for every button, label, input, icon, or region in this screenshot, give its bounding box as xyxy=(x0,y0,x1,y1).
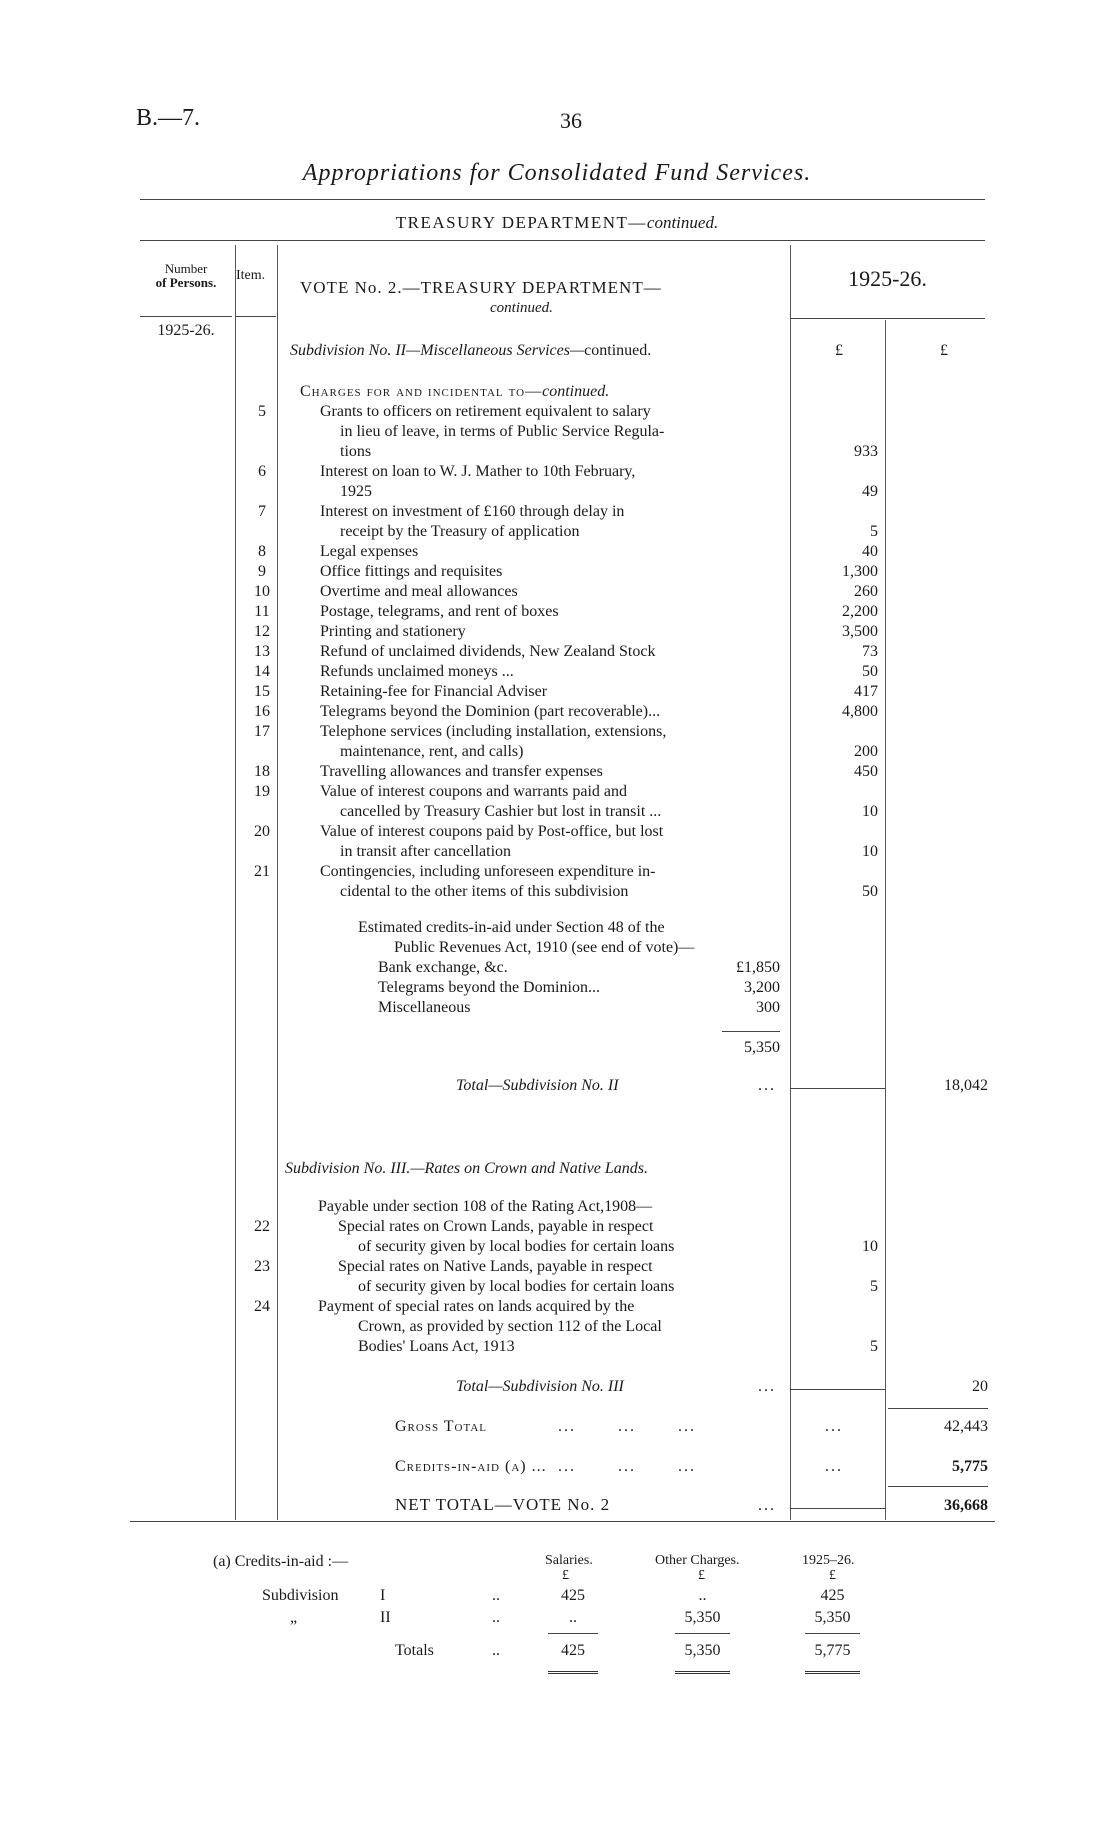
item-description-line: 1925 xyxy=(340,483,372,500)
item-amount: 49 xyxy=(862,483,878,500)
footer-rule-other xyxy=(675,1633,730,1634)
item-amount: 260 xyxy=(854,583,878,600)
item-amount: 73 xyxy=(862,643,878,660)
item-amount: 50 xyxy=(862,663,878,680)
item-description-line: Legal expenses xyxy=(320,543,419,560)
item-number: 23 xyxy=(254,1258,270,1275)
credit-amount: 3,200 xyxy=(744,979,780,996)
amount-column-rule-mid xyxy=(885,320,886,1520)
item-description-line: Special rates on Native Lands, payable in respect xyxy=(338,1258,653,1275)
item-description-line: Interest on investment of £160 through delay in xyxy=(320,503,625,520)
item-number: 20 xyxy=(254,823,270,840)
credit-amount: £1,850 xyxy=(736,959,780,976)
item-column-rule-right xyxy=(277,245,278,1520)
footer-heading: (a) Credits-in-aid :— xyxy=(213,1553,349,1570)
footer-row-salaries: 425 xyxy=(561,1587,585,1604)
item-number: 12 xyxy=(254,623,270,640)
item-amount: 40 xyxy=(862,543,878,560)
subdivision-2-total-dots: ... xyxy=(758,1077,776,1094)
vote-title: VOTE No. 2.—TREASURY DEPARTMENT— xyxy=(300,278,662,297)
item-number: 5 xyxy=(258,403,266,420)
footer-double-rule-other xyxy=(675,1671,730,1674)
item-description-line: of security given by local bodies for certain loans xyxy=(358,1278,675,1295)
item-amount: 933 xyxy=(854,443,878,460)
item-number: 8 xyxy=(258,543,266,560)
footer-col-other: Other Charges. xyxy=(655,1553,740,1568)
footer-pound-salaries: £ xyxy=(562,1568,569,1583)
gross-total-dots: ... ... ... xyxy=(558,1418,696,1435)
credits-total: 5,350 xyxy=(744,1039,780,1056)
footer-total-salaries: 425 xyxy=(561,1642,585,1659)
footer-row-year: 5,350 xyxy=(814,1609,851,1626)
footer-rule-year xyxy=(805,1633,860,1634)
item-rule xyxy=(236,316,276,317)
subdivision-3-sum-rule xyxy=(790,1389,885,1390)
item-description-line: Telephone services (including installation, extensions, xyxy=(320,723,667,740)
item-description-line: Refund of unclaimed dividends, New Zealand Stock xyxy=(320,643,656,660)
item-description-line: Retaining-fee for Financial Adviser xyxy=(320,683,548,700)
year-header: 1925-26. xyxy=(848,266,927,291)
credits-in-aid-rule xyxy=(888,1486,988,1487)
net-total-label: NET TOTAL—VOTE No. 2 xyxy=(395,1495,611,1514)
item-description-line: of security given by local bodies for certain loans xyxy=(358,1238,675,1255)
subdivision-3-title: Subdivision No. III.—Rates on Crown and Native Lands. xyxy=(285,1160,648,1177)
footer-pound-other: £ xyxy=(698,1568,705,1583)
item-amount: 3,500 xyxy=(842,623,878,640)
footer-col-year: 1925–26. xyxy=(802,1553,855,1568)
item-description-line: Value of interest coupons and warrants paid and xyxy=(320,783,628,800)
department-title: TREASURY DEPARTMENT—continued. xyxy=(395,213,719,232)
footer-rule-salaries xyxy=(548,1633,598,1634)
item-description-line: Interest on loan to W. J. Mather to 10th February, xyxy=(320,463,636,480)
item-amount: 2,200 xyxy=(842,603,878,620)
item-number: 7 xyxy=(258,503,266,520)
subdivision-2-sum-rule xyxy=(790,1088,885,1089)
credit-label: Miscellaneous xyxy=(378,999,471,1016)
item-description-line: Bodies' Loans Act, 1913 xyxy=(358,1338,515,1355)
payable-heading: Payable under section 108 of the Rating Act,1908— xyxy=(318,1198,653,1215)
vote-continued: continued. xyxy=(490,300,553,316)
item-description-line: Contingencies, including unforeseen expenditure in- xyxy=(320,863,656,880)
footer-row-other: .. xyxy=(698,1587,707,1604)
page-title: Appropriations for Consolidated Fund Services. xyxy=(302,160,812,186)
footer-row-sep: .. xyxy=(492,1587,500,1604)
footer-pound-year: £ xyxy=(829,1568,836,1583)
credit-amount: 300 xyxy=(756,999,780,1016)
item-amount: 5 xyxy=(870,523,878,540)
item-number: 14 xyxy=(254,663,270,680)
header-top-rule xyxy=(140,240,985,241)
item-number: 16 xyxy=(254,703,270,720)
credits-in-aid-dots: ... ... ... xyxy=(558,1458,696,1475)
net-total-dots: ... xyxy=(758,1497,776,1514)
item-amount: 5 xyxy=(870,1278,878,1295)
gross-total-dots-col1: ... xyxy=(825,1418,843,1435)
credits-note-line-1: Estimated credits-in-aid under Section 48 of the xyxy=(358,919,665,936)
footer-total-other: 5,350 xyxy=(684,1642,721,1659)
item-number: 9 xyxy=(258,563,266,580)
footer-row-salaries: .. xyxy=(569,1609,577,1626)
page-number: 36 xyxy=(560,108,582,133)
item-description-line: Postage, telegrams, and rent of boxes xyxy=(320,603,559,620)
persons-year: 1925-26. xyxy=(157,322,215,339)
subdivision-3-total: 20 xyxy=(972,1378,988,1395)
footer-total-year: 5,775 xyxy=(814,1642,851,1659)
item-amount: 50 xyxy=(862,883,878,900)
footer-double-rule-year xyxy=(805,1671,860,1674)
item-amount: 200 xyxy=(854,743,878,760)
credits-in-aid-label: Credits-in-aid (a) ... xyxy=(395,1458,547,1475)
item-description-line: Payment of special rates on lands acquired by the xyxy=(318,1298,635,1315)
item-number: 10 xyxy=(254,583,270,600)
item-header: Item. xyxy=(236,268,266,283)
subdivision-2-total-label: Total—Subdivision No. II xyxy=(456,1077,619,1094)
item-number: 24 xyxy=(254,1298,270,1315)
item-number: 18 xyxy=(254,763,270,780)
item-amount: 4,800 xyxy=(842,703,878,720)
gross-total: 42,443 xyxy=(944,1418,988,1435)
item-amount: 10 xyxy=(862,803,878,820)
subdivision-2-total: 18,042 xyxy=(944,1077,988,1094)
footer-totals-label: Totals xyxy=(395,1642,434,1659)
item-amount: 1,300 xyxy=(842,563,878,580)
subdivision-2-title: Subdivision No. II—Miscellaneous Services—continued. xyxy=(290,342,652,359)
gross-total-rule xyxy=(888,1408,988,1409)
footer-row-label: „ xyxy=(290,1609,298,1626)
item-amount: 417 xyxy=(854,683,878,700)
footer-totals-sep: .. xyxy=(492,1642,500,1659)
item-description-line: Refunds unclaimed moneys ... xyxy=(320,663,514,680)
item-amount: 10 xyxy=(862,843,878,860)
footer-row-roman: II xyxy=(380,1609,391,1626)
year-rule xyxy=(790,318,985,319)
item-description-line: maintenance, rent, and calls) xyxy=(340,743,524,760)
item-number: 19 xyxy=(254,783,270,800)
item-description-line: Travelling allowances and transfer expenses xyxy=(320,763,603,780)
credits-in-aid-dots-col1: ... xyxy=(825,1458,843,1475)
item-description-line: tions xyxy=(340,443,372,460)
persons-header: Number of Persons. xyxy=(155,261,217,290)
item-description-line: Overtime and meal allowances xyxy=(320,583,518,600)
credit-label: Bank exchange, &c. xyxy=(378,959,508,976)
credits-in-aid-total: 5,775 xyxy=(952,1458,988,1475)
item-description-line: Value of interest coupons paid by Post-office, but lost xyxy=(320,823,664,840)
table-bottom-rule xyxy=(130,1521,995,1522)
item-number: 21 xyxy=(254,863,270,880)
page-id: B.—7. xyxy=(136,105,201,131)
pound-sign-col1: £ xyxy=(835,342,843,359)
item-amount: 450 xyxy=(854,763,878,780)
footer-row-sep: .. xyxy=(492,1609,500,1626)
item-description-line: Crown, as provided by section 112 of the Local xyxy=(358,1318,662,1335)
net-total-rule xyxy=(790,1508,885,1509)
item-number: 22 xyxy=(254,1218,270,1235)
credits-note-line-2: Public Revenues Act, 1910 (see end of vote)— xyxy=(394,939,695,956)
footer-row-other: 5,350 xyxy=(684,1609,721,1626)
item-description-line: cancelled by Treasury Cashier but lost in transit ... xyxy=(340,803,662,820)
footer-row-label: Subdivision xyxy=(262,1587,339,1604)
persons-rule xyxy=(140,316,232,317)
footer-double-rule-salaries xyxy=(548,1671,598,1674)
pound-sign-col2: £ xyxy=(940,342,948,359)
subdivision-3-total-label: Total—Subdivision No. III xyxy=(456,1378,624,1395)
item-number: 17 xyxy=(254,723,270,740)
net-total: 36,668 xyxy=(944,1497,988,1514)
item-column-rule-left xyxy=(235,245,236,1520)
charges-heading: Charges for and incidental to—continued. xyxy=(300,383,610,400)
item-number: 11 xyxy=(254,603,270,620)
item-amount: 10 xyxy=(862,1238,878,1255)
item-description-line: receipt by the Treasury of application xyxy=(340,523,580,540)
footer-row-roman: I xyxy=(380,1587,386,1604)
item-description-line: in lieu of leave, in terms of Public Service Regula- xyxy=(340,423,665,440)
item-description-line: Special rates on Crown Lands, payable in respect xyxy=(338,1218,654,1235)
item-description-line: Office fittings and requisites xyxy=(320,563,503,580)
item-description-line: cidental to the other items of this subdivision xyxy=(340,883,629,900)
item-description-line: in transit after cancellation xyxy=(340,843,512,860)
credit-label: Telegrams beyond the Dominion... xyxy=(378,979,600,996)
item-description-line: Grants to officers on retirement equivalent to salary xyxy=(320,403,651,420)
credits-sum-rule xyxy=(722,1031,780,1032)
footer-col-salaries: Salaries. xyxy=(545,1553,593,1568)
subdivision-3-total-dots: ... xyxy=(758,1378,776,1395)
item-description-line: Telegrams beyond the Dominion (part recoverable)... xyxy=(320,703,661,720)
item-description-line: Printing and stationery xyxy=(320,623,466,640)
item-number: 6 xyxy=(258,463,266,480)
item-number: 13 xyxy=(254,643,270,660)
footer-row-year: 425 xyxy=(820,1587,845,1604)
gross-total-label: Gross Total xyxy=(395,1418,488,1435)
title-rule xyxy=(140,199,985,200)
item-amount: 5 xyxy=(870,1338,878,1355)
item-number: 15 xyxy=(254,683,270,700)
